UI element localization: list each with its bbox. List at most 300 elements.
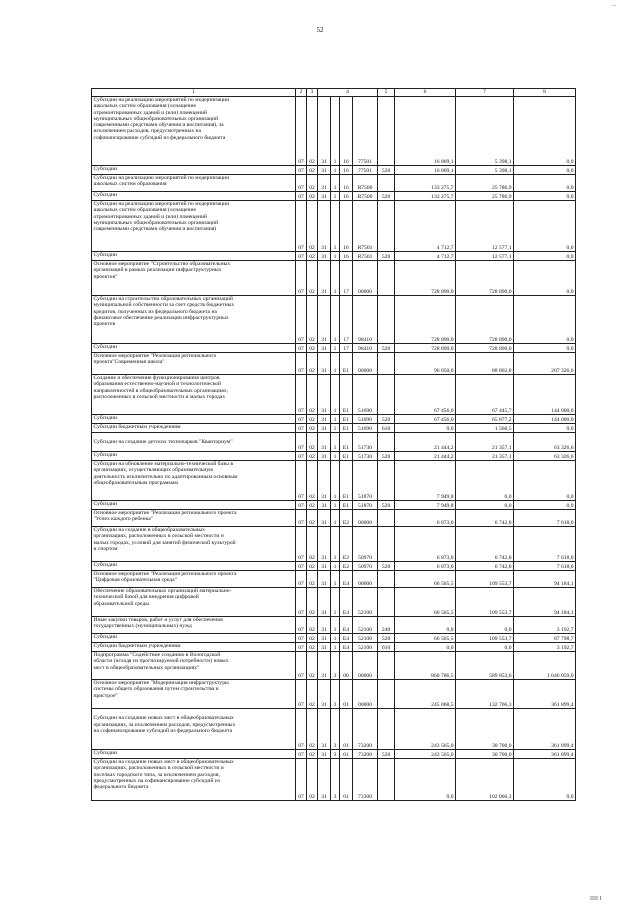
row-c4-cell: 1 [331, 201, 340, 252]
row-c4-cell: 1 [331, 192, 340, 201]
row-c1-cell: 07 [296, 344, 307, 353]
row-c3-cell: 31 [318, 353, 331, 375]
table-row [92, 750, 576, 759]
row-type-cell: 520 [378, 501, 395, 510]
row-c2-cell: 02 [307, 617, 318, 634]
row-c1-cell: 07 [296, 252, 307, 261]
row-c1-cell: 07 [296, 166, 307, 175]
row-code-cell: 98410 [353, 344, 378, 353]
header-cell: 7 [456, 89, 514, 97]
row-c2-cell: 02 [307, 750, 318, 759]
row-type-cell: 520 [378, 452, 395, 461]
row-c2-cell: 02 [307, 261, 318, 296]
row-c2-cell: 02 [307, 175, 318, 192]
table-row [92, 452, 576, 461]
row-v8-cell: 3 192,7 [514, 617, 576, 634]
row-c3-cell: 31 [318, 527, 331, 562]
row-c5-cell: 16 [340, 166, 353, 175]
row-c1-cell: 07 [296, 201, 307, 252]
row-code-cell: 50970 [353, 527, 378, 562]
row-v7-cell: 6 742,8 [456, 527, 514, 562]
row-c4-cell: 1 [331, 643, 340, 652]
row-type-cell [378, 571, 395, 588]
row-c5-cell: E1 [340, 424, 353, 433]
row-c5-cell: E2 [340, 562, 353, 571]
table-row [92, 652, 576, 680]
row-name-cell: Создание и обеспечение функционирования центров образования естественно-научной и технологической направленностей в общеобразовательных организациях, расположенных в сельской местности и малых городах [92, 375, 296, 415]
row-v7-cell: 25 786,9 [456, 175, 514, 192]
row-v7-cell: 0,0 [456, 643, 514, 652]
row-name-cell: Субсидии [92, 452, 296, 461]
row-code-cell: 73200 [353, 750, 378, 759]
row-c2-cell: 02 [307, 452, 318, 461]
row-c4-cell: 1 [331, 252, 340, 261]
row-v8-cell: 144 000,0 [514, 415, 576, 424]
row-type-cell [378, 527, 395, 562]
row-c1-cell: 07 [296, 709, 307, 750]
row-c4-cell: 3 [331, 750, 340, 759]
row-c2-cell: 02 [307, 344, 318, 353]
row-code-cell: 00000 [353, 261, 378, 296]
header-cell: 3 [307, 89, 318, 97]
row-type-cell: 520 [378, 750, 395, 759]
row-code-cell: 52100 [353, 643, 378, 652]
row-c3-cell: 31 [318, 344, 331, 353]
row-c1-cell: 07 [296, 680, 307, 709]
row-v8-cell: 63 326,6 [514, 433, 576, 452]
row-name-cell: Субсидии на обновление материально-технической базы в организациях, осуществляющих образовательную деятельность исключительно по адаптированным основным общеобразовательным программам [92, 461, 296, 501]
row-v7-cell: 0,0 [456, 617, 514, 634]
row-v6-cell: 728 890,0 [395, 261, 456, 296]
row-type-cell [378, 201, 395, 252]
row-c3-cell: 31 [318, 175, 331, 192]
row-code-cell: 73300 [353, 759, 378, 801]
row-c3-cell: 31 [318, 709, 331, 750]
row-c3-cell: 31 [318, 166, 331, 175]
header-cell: 2 [296, 89, 307, 97]
row-v7-cell: 67 445,7 [456, 375, 514, 415]
row-v8-cell: 0,0 [514, 252, 576, 261]
row-v6-cell: 7 949,8 [395, 461, 456, 501]
row-name-cell: Субсидии [92, 501, 296, 510]
row-v8-cell: 7 618,0 [514, 510, 576, 527]
row-c2-cell: 02 [307, 166, 318, 175]
row-c3-cell: 31 [318, 461, 331, 501]
row-c3-cell: 31 [318, 375, 331, 415]
table-row [92, 461, 576, 501]
row-name-cell: Основное мероприятие "Строительство образовательных организаций в рамках реализации инфраструктурных проектов" [92, 261, 296, 296]
row-c1-cell: 07 [296, 588, 307, 617]
row-c1-cell: 07 [296, 652, 307, 680]
row-c4-cell: 1 [331, 562, 340, 571]
row-c1-cell: 07 [296, 501, 307, 510]
row-v7-cell: 728 890,0 [456, 261, 514, 296]
row-c2-cell: 02 [307, 375, 318, 415]
row-c1-cell: 07 [296, 353, 307, 375]
row-v8-cell: 0,0 [514, 296, 576, 344]
row-c5-cell: E2 [340, 510, 353, 527]
row-v6-cell: 0,0 [395, 759, 456, 801]
row-c4-cell: 1 [331, 433, 340, 452]
row-type-cell [378, 652, 395, 680]
row-c1-cell: 07 [296, 461, 307, 501]
table-body [92, 97, 576, 801]
table-row [92, 617, 576, 634]
row-type-cell [378, 175, 395, 192]
row-type-cell: 520 [378, 344, 395, 353]
row-c3-cell: 31 [318, 617, 331, 634]
row-c1-cell: 07 [296, 261, 307, 296]
table-row [92, 709, 576, 750]
row-c2-cell: 02 [307, 527, 318, 562]
row-c4-cell: 1 [331, 415, 340, 424]
row-c2-cell: 02 [307, 433, 318, 452]
row-v6-cell: 0,0 [395, 617, 456, 634]
row-v6-cell: 728 890,0 [395, 344, 456, 353]
row-v6-cell: 21 444,2 [395, 433, 456, 452]
row-type-cell [378, 296, 395, 344]
row-code-cell: 52100 [353, 588, 378, 617]
row-v7-cell: 1 568,5 [456, 424, 514, 433]
row-v6-cell: 243 565,0 [395, 750, 456, 759]
header-cell: 1 [92, 89, 296, 97]
row-c4-cell: 1 [331, 461, 340, 501]
table-row [92, 680, 576, 709]
table-row [92, 510, 576, 527]
row-c1-cell: 07 [296, 296, 307, 344]
row-v7-cell: 109 553,7 [456, 571, 514, 588]
row-code-cell: 98410 [353, 296, 378, 344]
row-name-cell: Подпрограмма "Содействие созданию в Вологодской области (исходя из прогнозируемой потребности) новых мест в общеобразовательных организациях" [92, 652, 296, 680]
table-row [92, 527, 576, 562]
row-type-cell: 610 [378, 424, 395, 433]
row-c5-cell: E1 [340, 501, 353, 510]
row-v8-cell: 361 899,4 [514, 709, 576, 750]
row-code-cell: 50970 [353, 562, 378, 571]
row-v7-cell: 30 700,0 [456, 709, 514, 750]
row-v8-cell: 94 184,1 [514, 588, 576, 617]
row-code-cell: 52100 [353, 634, 378, 643]
row-code-cell: 00000 [353, 680, 378, 709]
table-row [92, 562, 576, 571]
row-v8-cell: 207 326,6 [514, 353, 576, 375]
row-c4-cell: 1 [331, 175, 340, 192]
row-c5-cell: E4 [340, 634, 353, 643]
row-code-cell: 51870 [353, 501, 378, 510]
row-name-cell: Субсидии на создание новых мест в общеобразовательных организациях, за исключением расходов, предусмотренных на софинансирование субсидий из федерального бюджета [92, 709, 296, 750]
row-name-cell: Субсидии [92, 192, 296, 201]
row-v8-cell: 0,0 [514, 166, 576, 175]
row-name-cell: Субсидии [92, 252, 296, 261]
row-c3-cell: 31 [318, 571, 331, 588]
row-c4-cell: 3 [331, 652, 340, 680]
row-c5-cell: E1 [340, 452, 353, 461]
row-c4-cell: 1 [331, 296, 340, 344]
row-v8-cell: 0,0 [514, 201, 576, 252]
row-name-cell: Субсидии [92, 166, 296, 175]
table-row [92, 166, 576, 175]
row-v7-cell: 109 553,7 [456, 588, 514, 617]
row-name-cell: Субсидии [92, 562, 296, 571]
table-row [92, 97, 576, 166]
row-v7-cell: 30 700,0 [456, 750, 514, 759]
row-v8-cell: 361 899,4 [514, 750, 576, 759]
row-c2-cell: 02 [307, 680, 318, 709]
row-c3-cell: 31 [318, 634, 331, 643]
row-c3-cell: 31 [318, 680, 331, 709]
row-c3-cell: 31 [318, 433, 331, 452]
row-type-cell [378, 433, 395, 452]
row-c2-cell: 02 [307, 562, 318, 571]
row-c4-cell: 1 [331, 166, 340, 175]
row-c5-cell: E1 [340, 353, 353, 375]
row-c2-cell: 02 [307, 353, 318, 375]
row-code-cell: 00000 [353, 571, 378, 588]
row-c2-cell: 02 [307, 634, 318, 643]
row-c5-cell: E2 [340, 527, 353, 562]
row-c1-cell: 07 [296, 375, 307, 415]
row-c4-cell: 1 [331, 501, 340, 510]
row-c5-cell: E4 [340, 643, 353, 652]
row-type-cell [378, 709, 395, 750]
row-c1-cell: 07 [296, 97, 307, 166]
row-v7-cell: 0,0 [456, 501, 514, 510]
row-type-cell [378, 510, 395, 527]
row-v7-cell: 728 890,0 [456, 296, 514, 344]
table-row [92, 501, 576, 510]
budget-table [91, 88, 576, 801]
row-v7-cell: 12 577,1 [456, 201, 514, 252]
row-c2-cell: 02 [307, 424, 318, 433]
scan-mark-top: ... [612, 2, 617, 8]
row-v6-cell: 21 444,2 [395, 452, 456, 461]
row-c5-cell: 16 [340, 201, 353, 252]
row-c5-cell: 16 [340, 175, 353, 192]
row-v6-cell: 245 068,5 [395, 680, 456, 709]
row-c5-cell: 16 [340, 252, 353, 261]
row-type-cell: 520 [378, 192, 395, 201]
table-row [92, 375, 576, 415]
row-c1-cell: 07 [296, 510, 307, 527]
row-c2-cell: 02 [307, 415, 318, 424]
row-c1-cell: 07 [296, 634, 307, 643]
row-type-cell [378, 588, 395, 617]
table-row [92, 415, 576, 424]
row-type-cell [378, 97, 395, 166]
row-c3-cell: 31 [318, 501, 331, 510]
row-code-cell: R7500 [353, 175, 378, 192]
table-row [92, 433, 576, 452]
row-c2-cell: 02 [307, 501, 318, 510]
row-c3-cell: 31 [318, 588, 331, 617]
header-cell: 4 [318, 89, 378, 97]
row-c2-cell: 02 [307, 510, 318, 527]
row-v8-cell: 7 618,0 [514, 562, 576, 571]
row-code-cell: 77501 [353, 97, 378, 166]
row-c1-cell: 07 [296, 571, 307, 588]
row-v8-cell: 0,0 [514, 461, 576, 501]
row-code-cell: 00000 [353, 510, 378, 527]
row-type-cell [378, 461, 395, 501]
row-c4-cell: 1 [331, 510, 340, 527]
row-c2-cell: 02 [307, 643, 318, 652]
row-name-cell: Субсидии [92, 344, 296, 353]
row-c3-cell: 31 [318, 296, 331, 344]
row-c2-cell: 02 [307, 571, 318, 588]
row-c4-cell: 1 [331, 527, 340, 562]
table-row [92, 261, 576, 296]
row-code-cell: 51730 [353, 433, 378, 452]
row-v8-cell: 0,0 [514, 501, 576, 510]
row-v7-cell: 12 577,1 [456, 252, 514, 261]
row-c3-cell: 31 [318, 759, 331, 801]
row-name-cell: Субсидии на создание новых мест в общеобразовательных организациях, расположенных в сельской местности и поселках городского типа, за исключением расходов, предусмотренных на софинансирование субсидий из федерального бюджета [92, 759, 296, 801]
row-v7-cell: 6 742,8 [456, 510, 514, 527]
row-v6-cell: 0,0 [395, 424, 456, 433]
table-row [92, 252, 576, 261]
table-row [92, 634, 576, 643]
row-name-cell: Субсидии бюджетным учреждениям [92, 424, 296, 433]
row-c1-cell: 07 [296, 527, 307, 562]
row-code-cell: 77501 [353, 166, 378, 175]
row-c2-cell: 02 [307, 709, 318, 750]
row-c3-cell: 31 [318, 452, 331, 461]
row-name-cell: Основное мероприятие "Реализация регионального проекта "Успех каждого ребенка" [92, 510, 296, 527]
row-c2-cell: 02 [307, 588, 318, 617]
row-c1-cell: 07 [296, 415, 307, 424]
row-v7-cell: 5 398,1 [456, 97, 514, 166]
row-c3-cell: 31 [318, 562, 331, 571]
row-code-cell: 51690 [353, 375, 378, 415]
table-row [92, 424, 576, 433]
row-v8-cell: 361 899,4 [514, 680, 576, 709]
row-c3-cell: 31 [318, 652, 331, 680]
row-v7-cell: 25 786,9 [456, 192, 514, 201]
table-row [92, 353, 576, 375]
row-type-cell [378, 261, 395, 296]
row-c4-cell: 1 [331, 617, 340, 634]
row-c1-cell: 07 [296, 617, 307, 634]
row-c1-cell: 07 [296, 192, 307, 201]
row-c4-cell: 1 [331, 353, 340, 375]
row-c1-cell: 07 [296, 750, 307, 759]
row-c5-cell: 01 [340, 759, 353, 801]
row-v7-cell: 109 553,7 [456, 634, 514, 643]
row-type-cell: 520 [378, 166, 395, 175]
row-v6-cell: 133 275,7 [395, 175, 456, 192]
row-v7-cell: 728 890,0 [456, 344, 514, 353]
row-v7-cell: 88 802,8 [456, 353, 514, 375]
row-c4-cell: 3 [331, 709, 340, 750]
row-c2-cell: 02 [307, 201, 318, 252]
row-code-cell: 51690 [353, 415, 378, 424]
row-name-cell: Субсидии на реализацию мероприятий по модернизации школьных систем образования (оснащение отремонтированных зданий и (или) помещений муниципальных общеобразовательных организаций современными средствами обучения и воспитания), за исключением расходов, предусмотренных на софинансирование субсидий из федерального бюджета [92, 97, 296, 166]
table-row [92, 344, 576, 353]
row-c4-cell: 1 [331, 97, 340, 166]
row-name-cell: Субсидии на реализацию мероприятий по модернизации школьных систем образования (оснащение отремонтированных зданий и (или) помещений муниципальных общеобразовательных организаций современными средствами обучения и воспитания) [92, 201, 296, 252]
row-name-cell: Основное мероприятие "Реализация регионального проекта"Современная школа" [92, 353, 296, 375]
row-c4-cell: 1 [331, 634, 340, 643]
table-row [92, 643, 576, 652]
row-c2-cell: 02 [307, 192, 318, 201]
table-row [92, 571, 576, 588]
row-v6-cell: 66 565,5 [395, 634, 456, 643]
header-cell: 6 [395, 89, 456, 97]
row-c3-cell: 31 [318, 510, 331, 527]
row-code-cell: R7501 [353, 201, 378, 252]
row-v7-cell: 102 066,3 [456, 759, 514, 801]
row-v6-cell: 67 456,0 [395, 415, 456, 424]
row-c5-cell: E4 [340, 571, 353, 588]
table-row [92, 201, 576, 252]
row-c4-cell: 1 [331, 424, 340, 433]
row-v6-cell: 16 869,1 [395, 166, 456, 175]
row-name-cell: Субсидии бюджетным учреждениям [92, 643, 296, 652]
row-v6-cell: 243 565,0 [395, 709, 456, 750]
row-c5-cell: 16 [340, 97, 353, 166]
row-v7-cell: 5 398,1 [456, 166, 514, 175]
row-c5-cell: E4 [340, 588, 353, 617]
row-code-cell: R7501 [353, 252, 378, 261]
row-v6-cell: 96 850,0 [395, 353, 456, 375]
row-c4-cell: 1 [331, 375, 340, 415]
row-name-cell: Субсидии [92, 415, 296, 424]
row-type-cell: 520 [378, 415, 395, 424]
row-v6-cell: 16 869,1 [395, 97, 456, 166]
row-name-cell: Субсидии на строительство образовательных организаций муниципальной собственности за счет средств бюджетных кредитов, полученных из федерального бюджета на финансовое обеспечение реализации инфраструктурных проектов [92, 296, 296, 344]
row-c4-cell: 1 [331, 261, 340, 296]
row-v7-cell: 21 357,1 [456, 433, 514, 452]
row-type-cell: 610 [378, 643, 395, 652]
table-row [92, 175, 576, 192]
row-v6-cell: 66 565,5 [395, 588, 456, 617]
row-name-cell: Субсидии [92, 634, 296, 643]
row-c4-cell: 1 [331, 344, 340, 353]
row-c5-cell: E1 [340, 461, 353, 501]
row-v7-cell: 0,0 [456, 461, 514, 501]
row-c1-cell: 07 [296, 562, 307, 571]
row-name-cell: Основное мероприятие "Модернизация инфраструктуры системы общего образования путем строительства и пристрое" [92, 680, 296, 709]
row-c3-cell: 31 [318, 643, 331, 652]
row-c5-cell: E1 [340, 375, 353, 415]
row-c2-cell: 02 [307, 759, 318, 801]
row-type-cell: 520 [378, 252, 395, 261]
row-v8-cell: 144 000,0 [514, 375, 576, 415]
row-code-cell: 51690 [353, 424, 378, 433]
row-name-cell: Субсидии на создание в общеобразовательных организациях, расположенных в сельской местности и малых городах, условий для занятий физической культурой и спортом [92, 527, 296, 562]
row-v8-cell: 87 798,7 [514, 634, 576, 643]
row-v8-cell: 0,0 [514, 97, 576, 166]
table-header-row [92, 89, 576, 97]
row-type-cell: 520 [378, 634, 395, 643]
row-code-cell: 00000 [353, 652, 378, 680]
row-c1-cell: 07 [296, 175, 307, 192]
row-c5-cell: 17 [340, 296, 353, 344]
row-c1-cell: 07 [296, 452, 307, 461]
row-name-cell: Субсидии [92, 750, 296, 759]
row-c3-cell: 31 [318, 750, 331, 759]
row-code-cell: 00000 [353, 353, 378, 375]
row-v6-cell: 6 873,0 [395, 527, 456, 562]
row-name-cell: Субсидии на создание детских технопарков "Кванториум" [92, 433, 296, 452]
row-v8-cell: 1 046 059,0 [514, 652, 576, 680]
row-v6-cell: 6 873,0 [395, 510, 456, 527]
row-c4-cell: 1 [331, 571, 340, 588]
row-c3-cell: 31 [318, 252, 331, 261]
row-c5-cell: E1 [340, 433, 353, 452]
scan-mark-bottom: IIII I [590, 896, 602, 902]
row-c2-cell: 02 [307, 97, 318, 166]
